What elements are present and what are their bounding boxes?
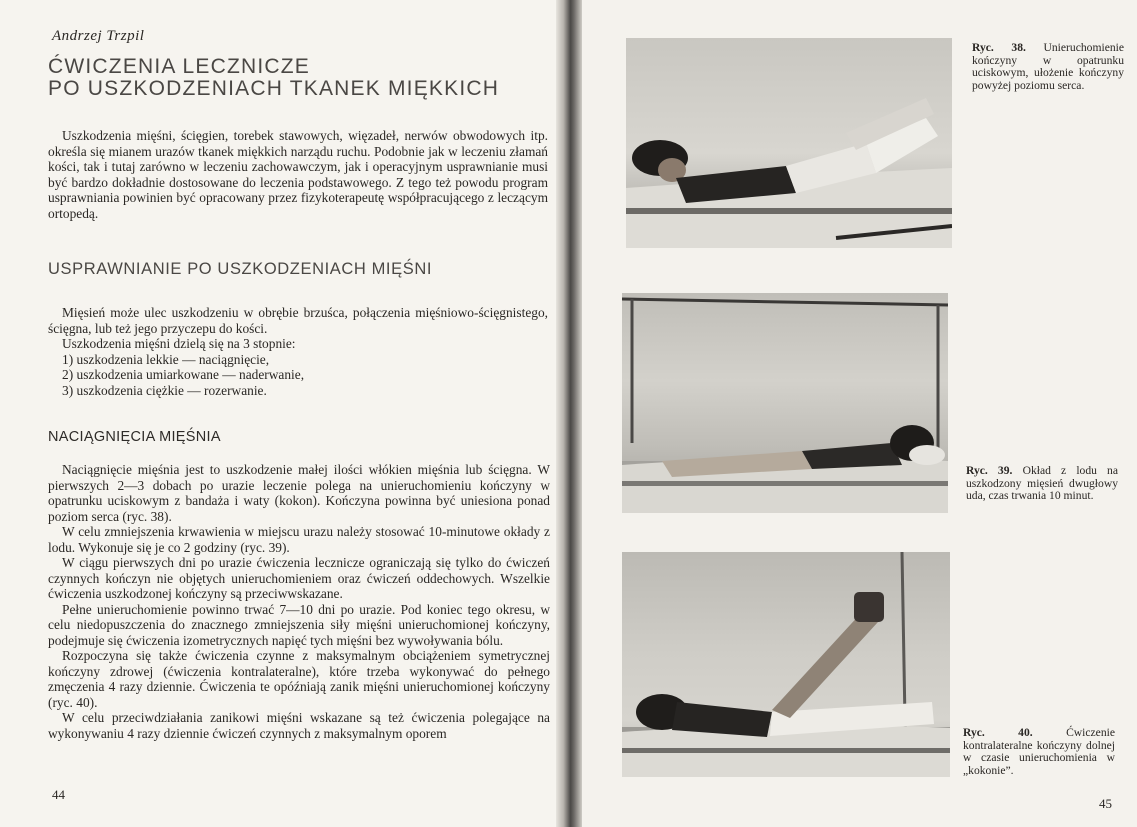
page-number-right: 45 xyxy=(1099,796,1112,811)
figure-38-label: Ryc. 38. xyxy=(972,41,1026,54)
figure-40-text: Ćwiczenie kontralateralne kończyny dolnej w czasie unieruchomienia w „kokonie”. xyxy=(963,726,1115,777)
list-item: 3) uszkodzenia ciężkie — rozerwanie. xyxy=(62,382,267,398)
chapter-title-line-2: PO USZKODZENIACH TKANEK MIĘKKICH xyxy=(48,77,500,100)
muscle-injuries-text xyxy=(48,305,548,398)
author-name: Andrzej Trzpil xyxy=(52,28,145,44)
paragraph: Rozpoczyna się także ćwiczenia czynne z maksymalnym obciążeniem symetrycznej kończyny zdrowej (ćwiczenia kontralateralne), które trzeba wykonywać do pełnego zmęczenia 4 razy dziennie. Ćwiczenia te opóźniają zanik mięśni unieruchomionej kończyny (ryc. 40). xyxy=(48,648,550,710)
figure-40-caption xyxy=(963,727,1115,777)
paragraph: Naciągnięcie mięśnia jest to uszkodzenie małej ilości włókien mięśnia lub ścięgna. W pierwszych 2—3 dobach po urazie leczenie polega na unieruchomieniu kończyny w opatrunku uciskowym z bandaża i waty (kokon). Kończyna powinna być uniesiona ponad poziom serca (ryc. 38). xyxy=(48,462,550,524)
intro-paragraph xyxy=(48,128,548,221)
figure-39-label: Ryc. 39. xyxy=(966,464,1013,477)
left-page xyxy=(0,0,560,827)
paragraph: Pełne unieruchomienie powinno trwać 7—10 dni po urazie. Pod koniec tego okresu, w celu niedopuszczenia do znacznego zmniejszenia siły mięśni unieruchomionej kończyny, podejmuje się ćwiczenia izometrycznych napięć tych mięśni bez wywoływania bólu. xyxy=(48,601,550,648)
figure-40-label: Ryc. 40. xyxy=(963,726,1033,739)
paragraph: W celu zmniejszenia krwawienia w miejscu urazu należy stosować 10-minutowe okłady z lodu. Wykonuje się je co 2 godziny (ryc. 39). xyxy=(48,524,550,555)
figure-38-text: Unieruchomienie kończyny w opatrunku uciskowym, ułożenie kończyny powyżej poziomu serca. xyxy=(972,41,1124,92)
section-heading-muscle-strain: NACIĄGNIĘCIA MIĘŚNIA xyxy=(48,429,221,445)
paragraph: W ciągu pierwszych dni po urazie ćwiczenia lecznicze ograniczają się tylko do ćwiczeń czynnych kończyn nie objętych unieruchomieniem oraz ćwiczeń oddechowych. Wszelkie ćwiczenia uszkodzonej kończyny są przeciwwskazane. xyxy=(48,555,550,601)
injury-degree-list xyxy=(48,352,548,399)
figure-39-caption xyxy=(966,465,1118,503)
muscle-strain-text xyxy=(48,462,550,741)
intro-text: Uszkodzenia mięśni, ścięgien, torebek stawowych, więzadeł, nerwów obwodowych itp. określa się mianem urazów tkanek miękkich narządu ruchu. Podobnie jak w leczeniu złamań kości, tak i tutaj zarówno w leczeniu zachowawczym, jak i operacyjnym usprawnianie musi być bardzo dokładnie dostosowane do leczenia podstawowego. Z tego też powodu program usprawniania powinien być opracowany przez fizykoterapeutę współpracującego z leczącym ortopedą. xyxy=(48,128,548,221)
paragraph: W celu przeciwdziałania zanikowi mięśni wskazane są też ćwiczenia polegające na wykonywaniu 4 razy dziennie ćwiczeń czynnych z maksymalnym oporem xyxy=(48,710,550,741)
figure-38-caption xyxy=(972,42,1124,92)
figure-39-photo xyxy=(622,293,948,513)
figure-38-photo xyxy=(626,38,952,248)
right-page xyxy=(582,0,1137,827)
list-item: 2) uszkodzenia umiarkowane — naderwanie, xyxy=(62,367,305,382)
paragraph: Uszkodzenia mięśni dzielą się na 3 stopnie: xyxy=(62,336,296,351)
list-item: 1) uszkodzenia lekkie — naciągnięcie, xyxy=(62,351,270,367)
section-heading-muscle-injuries: USPRAWNIANIE PO USZKODZENIACH MIĘŚNI xyxy=(48,260,433,278)
paragraph: Mięsień może ulec uszkodzeniu w obrębie brzuśca, połączenia mięśniowo-ścięgnistego, ścięgna, lub też jego przyczepu do kości. xyxy=(48,305,548,336)
chapter-title xyxy=(48,56,499,100)
figure-39-text: Okład z lodu na uszkodzony mięsień dwugłowy uda, czas trwania 10 minut. xyxy=(966,464,1119,502)
chapter-title-line-1: ĆWICZENIA LECZNICZE xyxy=(48,55,310,78)
page-number-left: 44 xyxy=(52,787,65,802)
figure-40-photo xyxy=(622,552,950,777)
